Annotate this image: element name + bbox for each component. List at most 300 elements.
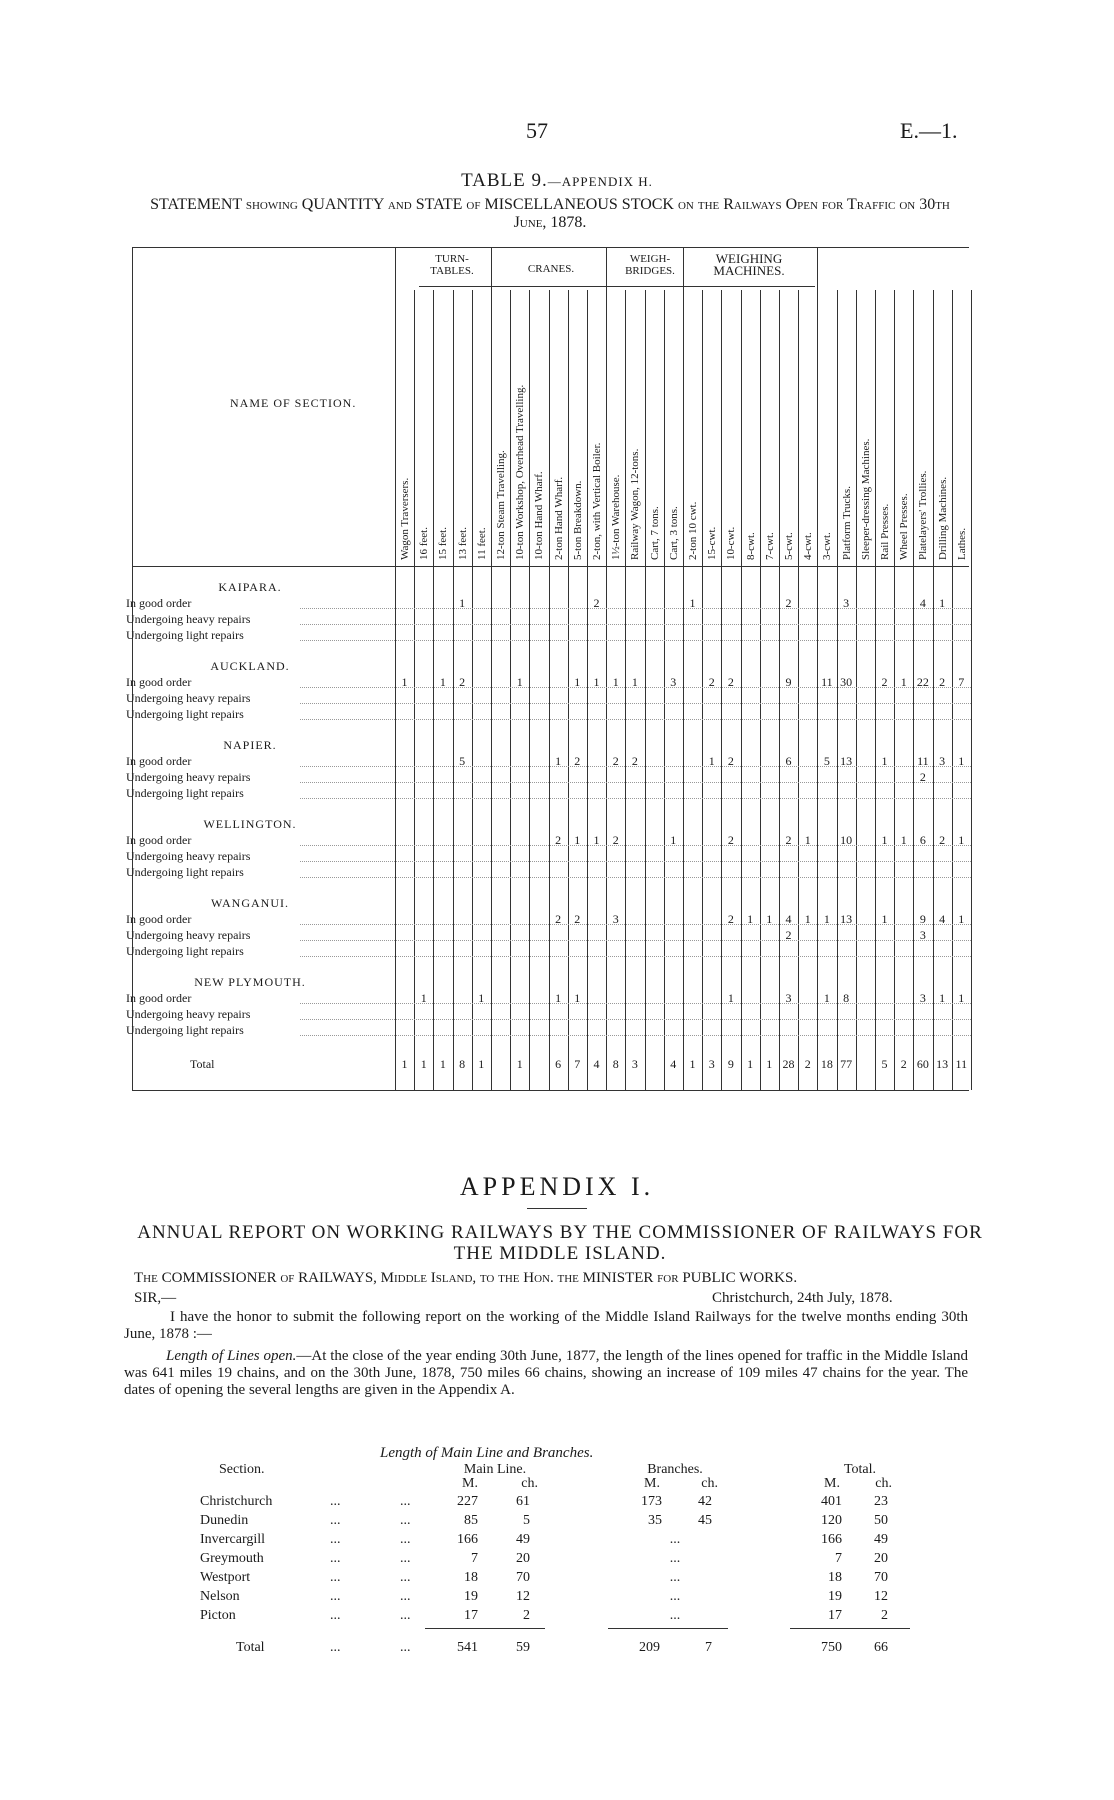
- lengths-header-ch: ch.: [875, 1476, 892, 1491]
- lengths-tot-m: 19: [828, 1589, 842, 1604]
- row-leader: [300, 640, 971, 641]
- table-cell: 3: [919, 928, 926, 942]
- column-header: 16 feet.: [418, 527, 431, 560]
- lengths-main-ch: 70: [516, 1570, 530, 1585]
- row-leader: [300, 1035, 971, 1036]
- table-cell: 11: [917, 754, 929, 768]
- lengths-main-ch: 5: [523, 1513, 530, 1528]
- name-of-section-header: NAME OF SECTION.: [230, 396, 357, 410]
- column-rule: [741, 290, 742, 1090]
- lengths-row-section: Nelson: [200, 1589, 240, 1604]
- lengths-main-ch: 61: [516, 1494, 530, 1509]
- lengths-main-ch: 12: [516, 1589, 530, 1604]
- column-rule: [971, 290, 972, 1090]
- table-cell: 2: [459, 675, 466, 689]
- table-cell: 1: [574, 991, 581, 1005]
- column-rule: [395, 247, 396, 1090]
- column-rule: [760, 290, 761, 1090]
- group-weighbridges: WEIGH-BRIDGES.: [625, 253, 675, 277]
- column-header: 7-cwt.: [763, 532, 776, 560]
- lengths-main-m: 85: [464, 1513, 478, 1528]
- section-name: WANGANUI.: [211, 896, 289, 910]
- table-cell: 1: [401, 675, 408, 689]
- lengths-total-br-m: 209: [639, 1640, 660, 1655]
- row-label: Undergoing heavy repairs: [126, 1007, 251, 1021]
- table-cell: 1: [958, 912, 965, 926]
- lengths-row-leader: ...: [330, 1494, 341, 1509]
- row-leader: [300, 861, 971, 862]
- column-rule: [721, 290, 722, 1090]
- lengths-row-leader: ...: [330, 1570, 341, 1585]
- lengths-br-m: ...: [669, 1589, 681, 1604]
- total-cell: 3: [708, 1057, 715, 1071]
- lengths-tot-m: 18: [828, 1570, 842, 1585]
- column-header: Sleeper-dressing Machines.: [859, 438, 872, 560]
- table-cell: 2: [555, 912, 562, 926]
- total-cell: 1: [439, 1057, 446, 1071]
- table-statement: STATEMENT showing QUANTITY and STATE of MISCELLANEOUS STOCK on the Railways Open for Traffic on 30th June, 1878.: [150, 196, 950, 231]
- table-cell: 1: [670, 833, 677, 847]
- table-cell: 1: [881, 912, 888, 926]
- column-header: Rail Presses.: [879, 503, 891, 560]
- column-rule: [933, 290, 934, 1090]
- table-cell: 1: [804, 912, 811, 926]
- lengths-header-total: Total.: [843, 1462, 877, 1477]
- lengths-row-leader: ...: [400, 1551, 411, 1566]
- table-cell: 5: [459, 754, 466, 768]
- column-header: Cart, 7 tons.: [648, 506, 661, 560]
- lengths-tot-ch: 70: [874, 1570, 888, 1585]
- row-leader: [300, 608, 971, 609]
- row-label: Undergoing heavy repairs: [126, 612, 251, 626]
- lengths-tot-m: 7: [835, 1551, 842, 1566]
- lengths-total-label: Total: [236, 1640, 265, 1655]
- column-rule: [894, 290, 895, 1090]
- total-cell: 1: [516, 1057, 523, 1071]
- table-cell: 13: [840, 912, 853, 926]
- column-header: 4-cwt.: [802, 532, 815, 560]
- table-top-rule: [132, 247, 969, 248]
- table-cell: 2: [881, 675, 888, 689]
- row-label: In good order: [126, 754, 192, 768]
- total-cell: 1: [766, 1057, 773, 1071]
- table-cell: 1: [459, 596, 466, 610]
- column-rule: [875, 290, 876, 1090]
- table-cell: 2: [574, 754, 581, 768]
- paragraph-length-lines: [124, 1348, 968, 1399]
- lengths-br-ch: 45: [698, 1513, 712, 1528]
- column-header: Platform Trucks.: [840, 486, 853, 560]
- column-header: 13 feet.: [456, 527, 469, 560]
- lengths-total-br-ch: 7: [705, 1640, 712, 1655]
- column-rule: [856, 290, 857, 1090]
- lengths-main-m: 7: [471, 1551, 478, 1566]
- table-cell: 2: [574, 912, 581, 926]
- lengths-header-ch: ch.: [701, 1476, 718, 1491]
- lengths-tot-m: 166: [821, 1532, 842, 1547]
- table-cell: 30: [840, 675, 853, 689]
- total-cell: 2: [900, 1057, 907, 1071]
- row-label: Undergoing light repairs: [126, 944, 244, 958]
- row-leader: [300, 1019, 971, 1020]
- lengths-tot-ch: 2: [881, 1608, 888, 1623]
- table-cell: 2: [612, 833, 619, 847]
- column-header: 12-ton Steam Travelling.: [495, 450, 507, 560]
- lengths-sum-rule: [608, 1628, 728, 1629]
- lengths-main-m: 166: [457, 1532, 478, 1547]
- table-cell: 2: [939, 833, 946, 847]
- column-header: 15-cwt.: [706, 526, 719, 560]
- column-rule: [414, 290, 415, 1090]
- lengths-total-tot-m: 750: [821, 1640, 842, 1655]
- table-cell: 9: [785, 675, 792, 689]
- lengths-main-ch: 49: [516, 1532, 530, 1547]
- column-rule: [472, 290, 473, 1090]
- address-line: The COMMISSIONER of RAILWAYS, Middle Island, to the Hon. the MINISTER for PUBLIC WORKS.: [134, 1270, 798, 1286]
- lengths-tot-ch: 50: [874, 1513, 888, 1528]
- row-label: In good order: [126, 596, 192, 610]
- column-header: 10-cwt.: [725, 526, 738, 560]
- table-cell: 3: [670, 675, 677, 689]
- table-cell: 6: [785, 754, 792, 768]
- row-label: In good order: [126, 833, 192, 847]
- lengths-tot-ch: 23: [874, 1494, 888, 1509]
- total-cell: 1: [478, 1057, 485, 1071]
- row-leader: [300, 782, 971, 783]
- total-cell: 2: [804, 1057, 811, 1071]
- column-rule: [529, 290, 530, 1090]
- lengths-tot-m: 17: [828, 1608, 842, 1623]
- place-date: Christchurch, 24th July, 1878.: [712, 1290, 893, 1306]
- total-cell: 4: [593, 1057, 600, 1071]
- report-title: ANNUAL REPORT ON WORKING RAILWAYS BY THE COMMISSIONER OF RAILWAYS FOR THE MIDDLE ISLAND.: [137, 1222, 983, 1264]
- column-rule: [702, 290, 703, 1090]
- table-cell: 4: [939, 912, 946, 926]
- table-cell: 2: [727, 912, 734, 926]
- table-cell: 22: [916, 675, 929, 689]
- total-cell: 1: [401, 1057, 408, 1071]
- group-rule-cranes: [485, 286, 617, 287]
- column-rule: [952, 290, 953, 1090]
- total-cell: 8: [612, 1057, 619, 1071]
- table-cell: 1: [958, 991, 965, 1005]
- lengths-row-leader: ...: [400, 1608, 411, 1623]
- column-rule: [549, 290, 550, 1090]
- total-cell: 4: [670, 1057, 677, 1071]
- paragraph-length-lines-body: —At the close of the year ending 30th June, 1877, the length of the lines opened for traffic in the Middle Island was 641 miles 19 chains, and on the 30th June, 1878, 750 miles 66 chains, showing an increase of 109 miles 47 chains for the year. The dates of opening the several lengths are given in the Appendix A.: [124, 1348, 968, 1398]
- row-label: Undergoing heavy repairs: [126, 770, 251, 784]
- lengths-total-tot-ch: 66: [874, 1640, 888, 1655]
- lengths-row-section: Greymouth: [200, 1551, 264, 1566]
- total-cell: 3: [631, 1057, 638, 1071]
- table-cell: 1: [958, 754, 965, 768]
- table-cell: 2: [727, 675, 734, 689]
- group-weighing-machines: WEIGHING MACHINES.: [713, 251, 785, 278]
- column-header: Wagon Traversers.: [399, 477, 411, 560]
- lengths-row-leader: ...: [400, 1640, 411, 1655]
- lengths-header-ch: ch.: [521, 1476, 538, 1491]
- total-cell: 77: [840, 1057, 853, 1071]
- table-cell: 1: [439, 675, 446, 689]
- table-title: [0, 170, 1114, 192]
- lengths-header-m: M.: [824, 1476, 840, 1491]
- table-cell: 2: [919, 770, 926, 784]
- group-turntables: TURN-TABLES.: [430, 253, 474, 277]
- lengths-row-leader: ...: [330, 1551, 341, 1566]
- lengths-main-ch: 2: [523, 1608, 530, 1623]
- lengths-header-branches: Branches.: [647, 1462, 703, 1477]
- column-rule: [625, 290, 626, 1090]
- lengths-main-m: 227: [457, 1494, 478, 1509]
- column-header: Wheel Presses.: [898, 493, 911, 560]
- row-leader: [300, 956, 971, 957]
- section-name: KAIPARA.: [218, 580, 282, 594]
- table-cell: 3: [612, 912, 619, 926]
- group-rule-turntables: [419, 286, 485, 287]
- total-cell: 60: [916, 1057, 929, 1071]
- lengths-row-section: Picton: [200, 1608, 236, 1623]
- total-cell: 6: [555, 1057, 562, 1071]
- page-number: 57: [526, 118, 548, 143]
- lengths-header-m: M.: [462, 1476, 478, 1491]
- total-cell: 18: [820, 1057, 833, 1071]
- section-name: NAPIER.: [223, 738, 277, 752]
- column-rule: [491, 247, 492, 1090]
- row-label: Undergoing heavy repairs: [126, 691, 251, 705]
- lengths-br-m: ...: [669, 1532, 681, 1547]
- lengths-br-m: 173: [641, 1494, 662, 1509]
- lengths-header-section: Section.: [219, 1462, 265, 1477]
- table-cell: 1: [900, 833, 907, 847]
- lengths-row-leader: ...: [400, 1589, 411, 1604]
- table-cell: 2: [708, 675, 715, 689]
- lengths-tot-ch: 12: [874, 1589, 888, 1604]
- table-cell: 6: [919, 833, 926, 847]
- lengths-row-section: Dunedin: [200, 1513, 249, 1528]
- table-cell: 10: [840, 833, 853, 847]
- table-cell: 3: [939, 754, 946, 768]
- row-label: In good order: [126, 991, 192, 1005]
- lengths-tot-ch: 20: [874, 1551, 888, 1566]
- column-rule: [433, 290, 434, 1090]
- column-rule: [606, 247, 607, 1090]
- table-cell: 2: [785, 928, 792, 942]
- column-header: Drilling Machines.: [936, 476, 949, 560]
- lengths-tot-m: 401: [821, 1494, 842, 1509]
- total-cell: 1: [420, 1057, 427, 1071]
- lengths-row-leader: ...: [330, 1532, 341, 1547]
- lengths-header-main: Main Line.: [463, 1462, 527, 1477]
- column-header: 2-ton Hand Wharf.: [552, 476, 565, 560]
- column-rule: [587, 290, 588, 1090]
- row-label: Undergoing light repairs: [126, 707, 244, 721]
- column-header: Cart, 3 tons.: [667, 506, 680, 560]
- lengths-br-ch: 42: [698, 1494, 712, 1509]
- column-header: 10-ton Workshop, Overhead Travelling.: [514, 384, 527, 560]
- table-cell: 2: [631, 754, 638, 768]
- table-cell: 7: [958, 675, 965, 689]
- total-cell: 7: [574, 1057, 581, 1071]
- table-cell: 3: [843, 596, 850, 610]
- column-header: 8-cwt.: [744, 532, 757, 560]
- total-cell: 13: [936, 1057, 949, 1071]
- table-number: TABLE 9.: [461, 170, 548, 191]
- row-label: Undergoing light repairs: [126, 865, 244, 879]
- table-cell: 1: [939, 991, 946, 1005]
- table-cell: 1: [631, 675, 638, 689]
- column-rule: [913, 290, 914, 1090]
- lengths-main-m: 18: [464, 1570, 478, 1585]
- column-header: 15 feet.: [437, 527, 450, 560]
- column-rule: [683, 247, 684, 1090]
- table-cell: 1: [574, 675, 581, 689]
- table-cell: 1: [823, 912, 830, 926]
- total-cell: 8: [459, 1057, 466, 1071]
- table-cell: 1: [766, 912, 773, 926]
- table-cell: 1: [958, 833, 965, 847]
- group-cranes: CRANES.: [527, 263, 575, 275]
- group-rule-weighbridges: [617, 286, 683, 287]
- table-cell: 1: [478, 991, 485, 1005]
- table-cell: 1: [574, 833, 581, 847]
- column-header: 5-cwt.: [783, 532, 795, 560]
- lengths-row-leader: ...: [330, 1640, 341, 1655]
- lengths-br-m: ...: [669, 1551, 681, 1566]
- column-rule: [664, 290, 665, 1090]
- document-code: E.—1.: [900, 118, 958, 143]
- row-label: Undergoing light repairs: [126, 786, 244, 800]
- column-header: 1½-ton Warehouse.: [610, 474, 623, 560]
- table-cell: 2: [727, 754, 734, 768]
- table-cell: 8: [843, 991, 850, 1005]
- table-header-rule: [132, 566, 969, 567]
- table-cell: 2: [612, 754, 619, 768]
- total-cell: 1: [689, 1057, 696, 1071]
- row-leader: [300, 940, 971, 941]
- lengths-row-leader: ...: [330, 1589, 341, 1604]
- table-cell: 1: [593, 675, 600, 689]
- table-cell: 1: [708, 754, 715, 768]
- lengths-br-m: 35: [648, 1513, 662, 1528]
- lengths-main-ch: 20: [516, 1551, 530, 1566]
- lengths-row-leader: ...: [400, 1570, 411, 1585]
- section-name: AUCKLAND.: [210, 659, 290, 673]
- lengths-row-section: Christchurch: [200, 1494, 273, 1509]
- total-cell: 28: [782, 1057, 795, 1071]
- lengths-total-main-m: 541: [457, 1640, 478, 1655]
- lengths-br-m: ...: [669, 1608, 681, 1623]
- table-cell: 2: [785, 833, 792, 847]
- column-header: 2-ton, with Vertical Boiler.: [591, 442, 603, 560]
- lengths-row-leader: ...: [330, 1513, 341, 1528]
- total-cell: 1: [747, 1057, 754, 1071]
- column-header: 5-ton Breakdown.: [571, 480, 584, 560]
- table-cell: 3: [785, 991, 792, 1005]
- column-header: Railway Wagon, 12-tons.: [629, 448, 642, 560]
- row-leader: [300, 1003, 971, 1004]
- lengths-row-section: Invercargill: [200, 1532, 266, 1547]
- table-cell: 2: [555, 833, 562, 847]
- column-rule: [798, 290, 799, 1090]
- lengths-row-leader: ...: [400, 1494, 411, 1509]
- table-cell: 9: [919, 912, 926, 926]
- total-cell: 5: [881, 1057, 888, 1071]
- table-cell: 4: [785, 912, 792, 926]
- table-cell: 2: [785, 596, 792, 610]
- column-rule: [645, 290, 646, 1090]
- column-rule: [510, 290, 511, 1090]
- lengths-row-leader: ...: [400, 1513, 411, 1528]
- paragraph-intro: I have the honor to submit the following report on the working of the Middle Island Railways for the twelve months ending 30th June, 1878 :—: [124, 1309, 968, 1342]
- lengths-tot-m: 120: [821, 1513, 842, 1528]
- row-label: Undergoing light repairs: [126, 628, 244, 642]
- lengths-row-section: Westport: [200, 1570, 251, 1585]
- table-appendix: —APPENDIX H.: [547, 174, 653, 189]
- column-rule: [568, 290, 569, 1090]
- total-cell: 9: [727, 1057, 734, 1071]
- appendix-title: APPENDIX I.: [459, 1172, 655, 1201]
- table-cell: 1: [881, 754, 888, 768]
- group-rule-weighing: [683, 286, 815, 287]
- row-label: Undergoing heavy repairs: [126, 849, 251, 863]
- column-header: 3-cwt.: [821, 532, 834, 560]
- table-cell: 1: [900, 675, 907, 689]
- paragraph-length-lines-head: Length of Lines open.: [166, 1348, 297, 1364]
- table-cell: 1: [516, 675, 523, 689]
- row-leader: [300, 845, 971, 846]
- salutation: SIR,—: [134, 1290, 177, 1306]
- column-header: Platelayers' Trollies.: [917, 470, 930, 560]
- table-cell: 1: [612, 675, 619, 689]
- table-cell: 1: [747, 912, 754, 926]
- total-label: Total: [190, 1057, 215, 1071]
- table-cell: 5: [823, 754, 830, 768]
- lengths-table-title: Length of Main Line and Branches.: [380, 1445, 594, 1461]
- appendix-title-rule: [527, 1208, 587, 1209]
- row-leader: [300, 877, 971, 878]
- column-rule: [837, 290, 838, 1090]
- table-cell: 13: [840, 754, 853, 768]
- lengths-main-m: 17: [464, 1608, 478, 1623]
- table-cell: 1: [689, 596, 696, 610]
- row-leader: [300, 719, 971, 720]
- table-cell: 4: [919, 596, 926, 610]
- lengths-br-m: ...: [669, 1570, 681, 1585]
- section-name: NEW PLYMOUTH.: [194, 975, 306, 989]
- row-leader: [300, 924, 971, 925]
- column-rule: [132, 247, 133, 1090]
- table-cell: 11: [821, 675, 833, 689]
- row-label: In good order: [126, 912, 192, 926]
- lengths-row-leader: ...: [330, 1608, 341, 1623]
- lengths-tot-ch: 49: [874, 1532, 888, 1547]
- column-header: 10-ton Hand Wharf.: [533, 471, 546, 560]
- row-label: In good order: [126, 675, 192, 689]
- column-header: 2-ton 10 cwt.: [687, 501, 699, 560]
- table-cell: 1: [823, 991, 830, 1005]
- row-leader: [300, 798, 971, 799]
- row-leader: [300, 624, 971, 625]
- column-rule: [817, 247, 818, 1090]
- column-header: Lathes.: [955, 527, 968, 560]
- table-bottom-rule: [132, 1090, 969, 1091]
- lengths-main-m: 19: [464, 1589, 478, 1604]
- row-label: Undergoing light repairs: [126, 1023, 244, 1037]
- table-cell: 2: [727, 833, 734, 847]
- table-cell: 2: [939, 675, 946, 689]
- section-name: WELLINGTON.: [203, 817, 297, 831]
- row-label: Undergoing heavy repairs: [126, 928, 251, 942]
